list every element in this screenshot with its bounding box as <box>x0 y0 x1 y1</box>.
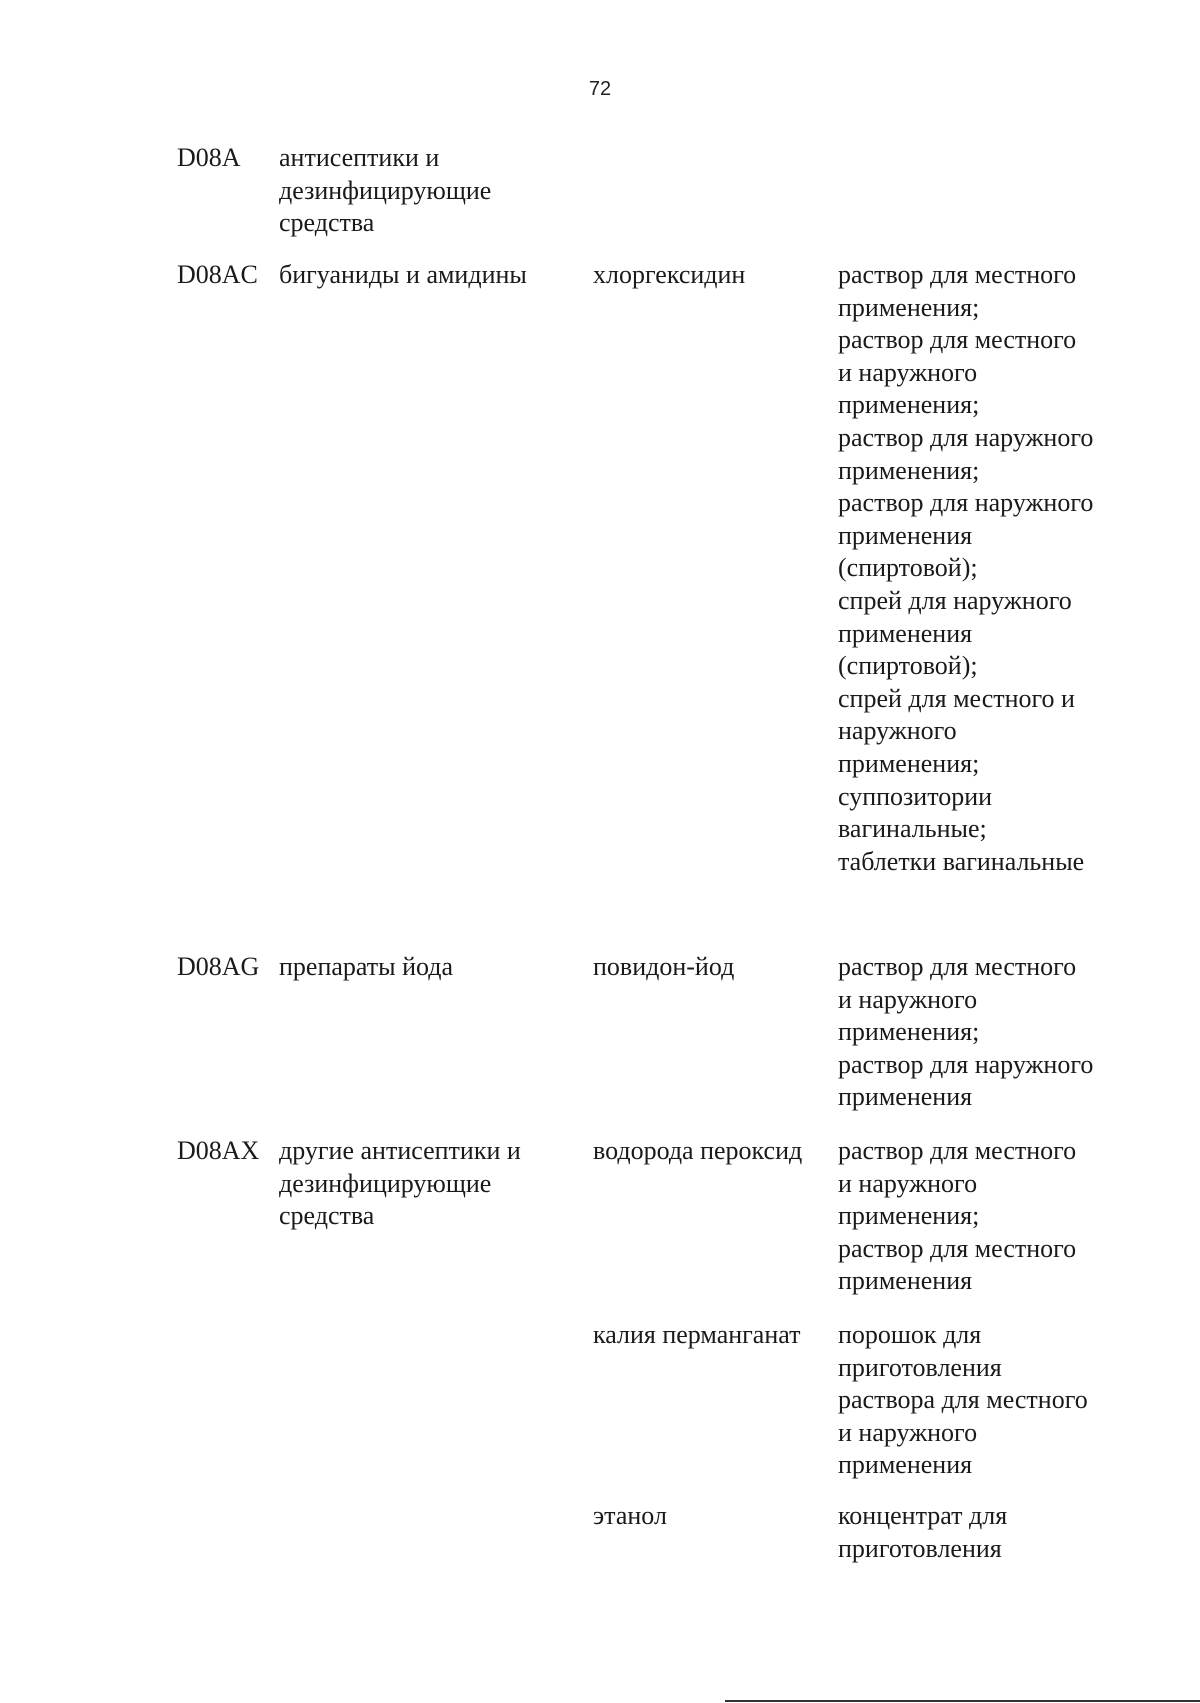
atc-group-name: антисептики и дезинфицирующие средства <box>279 143 492 238</box>
atc-code: D08A <box>177 143 241 172</box>
dosage-forms: концентрат для приготовления <box>838 1501 1008 1563</box>
atc-code: D08AX <box>177 1136 260 1165</box>
drug-name: калия перманганат <box>593 1320 801 1349</box>
atc-group-name: другие антисептики и дезинфицирующие средства <box>279 1136 521 1231</box>
dosage-forms: раствор для местного применения; раствор для местного и наружного применения; раствор для наружного применения; раствор для наружного применения (спиртовой); спрей для наружного применения (спиртовой); спрей для местного и наружного применения; суппозитории вагинальные; таблетки вагинальные <box>838 260 1094 876</box>
drug-name: хлоргексидин <box>593 260 746 289</box>
dosage-forms: порошок для приготовления раствора для местного и наружного применения <box>838 1320 1088 1480</box>
atc-code: D08AG <box>177 952 260 981</box>
drug-name: водорода пероксид <box>593 1136 803 1165</box>
dosage-forms: раствор для местного и наружного применения; раствор для наружного применения <box>838 952 1094 1112</box>
atc-code: D08AC <box>177 260 258 289</box>
atc-group-name: бигуаниды и амидины <box>279 260 527 289</box>
dosage-forms: раствор для местного и наружного применения; раствор для местного применения <box>838 1136 1077 1296</box>
page-bottom-rule <box>725 1700 1200 1702</box>
page-number: 72 <box>588 78 612 100</box>
drug-name: повидон-йод <box>593 952 735 981</box>
atc-group-name: препараты йода <box>279 952 454 981</box>
drug-name: этанол <box>593 1501 667 1530</box>
